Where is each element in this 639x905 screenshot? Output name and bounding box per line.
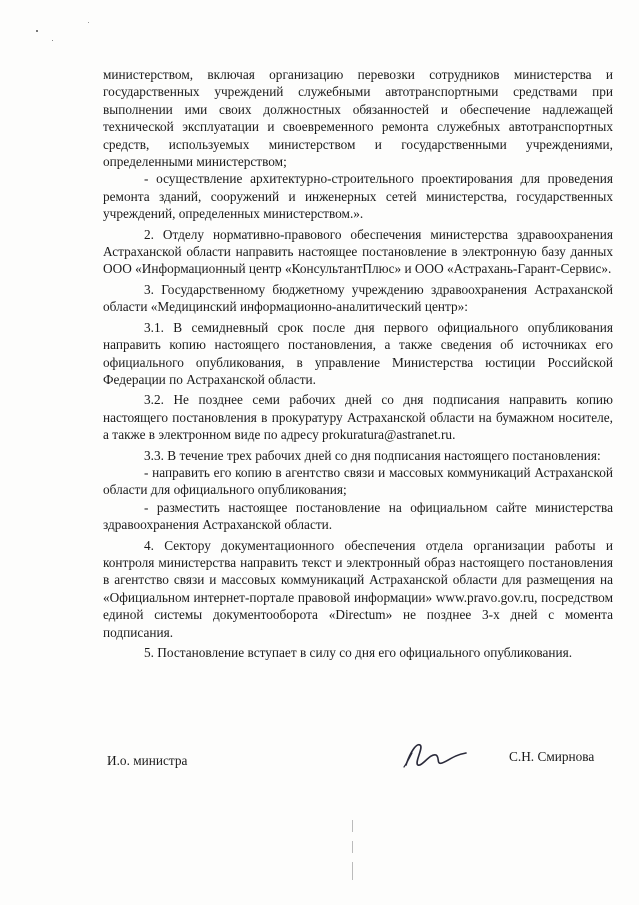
paragraph-item-5: 5. Постановление вступает в силу со дня его официального опубликования. [144,645,573,660]
signatory-name: С.Н. Смирнова [509,749,595,764]
scan-speck [36,30,38,32]
paragraph-list-item: - осуществление архитектурно-строительного проектирования для проведения ремонта зданий, сооружений и инженерных сетей министерства, государственных учреждений, определенных министерством.». [103,171,613,222]
paragraph-item-3-3: 3.3. В течение трех рабочих дней со дня подписания настоящего постановления: [144,447,601,463]
fold-mark [352,820,353,880]
paragraph-item-3-1: 3.1. В семидневный срок после дня первого официального опубликования направить копию настоящего постановления, а также сведения об источниках его официального опубликования, в управление Министерства юстиции Российской Федерации по Астраханской области. [103,319,613,387]
paragraph-list-item: - направить его копию в агентство связи и массовых коммуникаций Астраханской области для официального опубликования; [103,464,613,498]
handwritten-signature [400,735,470,775]
paragraph-item-3: 3. Государственному бюджетному учреждению здравоохранения Астраханской области «Медицинский информационно-аналитический центр»: [103,281,613,315]
paragraph-list-item: - разместить настоящее постановление на официальном сайте министерства здравоохранения Астраханской области. [103,499,613,533]
signatory-title: И.о. министра [107,753,188,768]
paragraph-continuation: министерством, включая организацию перевозки сотрудников министерства и государственных учреждений служебными автотранспортными средствами при выполнении ими своих должностных обязанностей и обеспечение надлежащей технической эксплуатации и своевременного ремонта служебных автотранспортных средств, используемых министерством и государственными учреждениями, определенными министерством; [103,67,613,170]
paragraph-item-2: 2. Отделу нормативно-правового обеспечения министерства здравоохранения Астраханской области направить настоящее постановление в электронную базу данных ООО «Информационный центр «КонсультантПлюс» и ООО «Астрахань-Гарант-Сервис». [103,226,613,277]
document-body [103,66,613,661]
scan-speck [52,40,53,41]
scan-speck [88,22,89,23]
paragraph-item-3-2: 3.2. Не позднее семи рабочих дней со дня подписания направить копию настоящего постановления в прокуратуру Астраханской области на бумажном носителе, а также в электронном виде по адресу prokuratura@astranet.ru. [103,392,613,443]
paragraph-item-4: 4. Сектору документационного обеспечения отдела организации работы и контроля министерства направить текст и электронный образ настоящего постановления в агентство связи и массовых коммуникаций Астраханской области для размещения на «Официальном интернет-портале правовой информации» www.pravo.gov.ru, посредством единой системы документооборота «Directum» не позднее 3-х дней с момента подписания. [103,537,613,640]
